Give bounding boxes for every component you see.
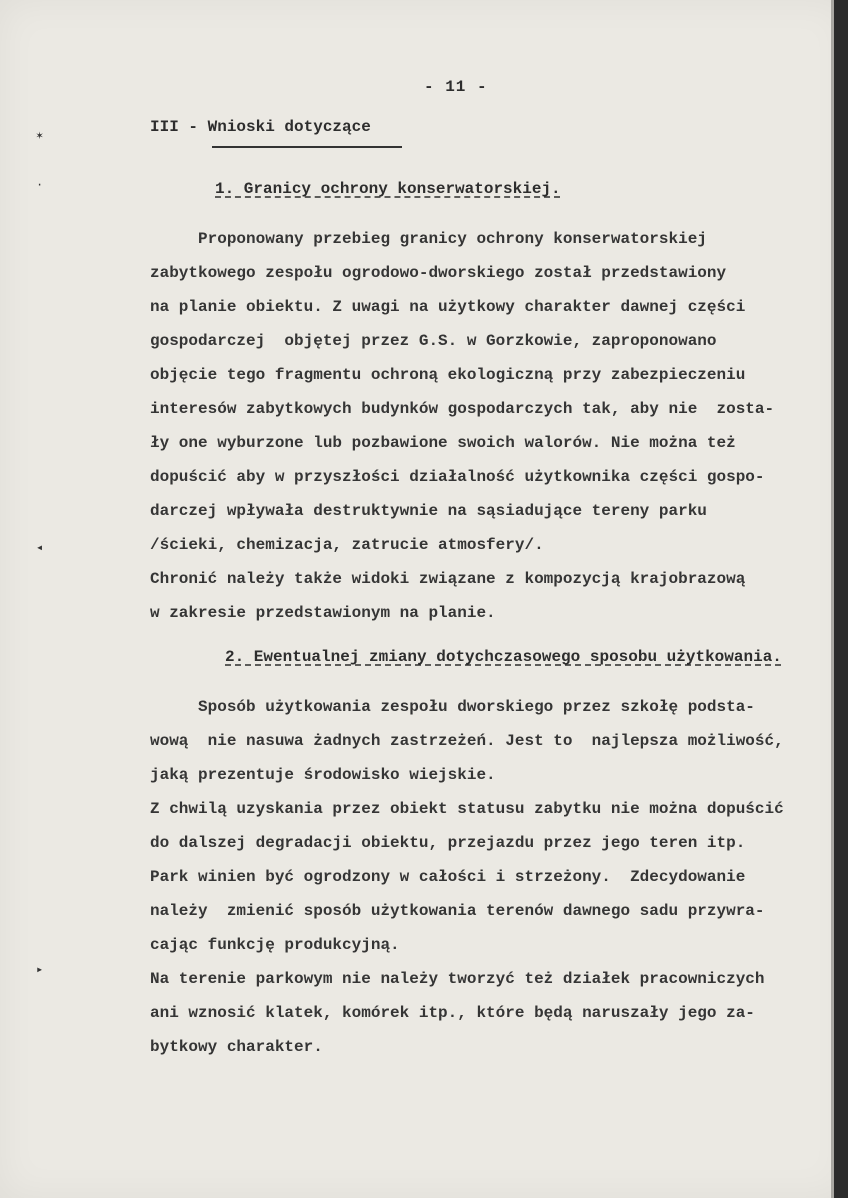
body-line: bytkowy charakter. [150, 1038, 323, 1056]
margin-mark: · [36, 178, 44, 192]
body-line: Proponowany przebieg granicy ochrony konserwatorskiej [150, 230, 707, 248]
section-title: III - Wnioski dotyczące [150, 118, 371, 136]
page-number: - 11 - [424, 78, 488, 96]
subsection-heading-2: 2. Ewentualnej zmiany dotychczasowego sposobu użytkowania. [225, 648, 782, 666]
body-line: zabytkowego zespołu ogrodowo-dworskiego został przedstawiony [150, 264, 727, 282]
subsection-heading-1: 1. Granicy ochrony konserwatorskiej. [215, 180, 561, 198]
body-line: darczej wpływała destruktywnie na sąsiadujące tereny parku [150, 502, 707, 520]
body-line: Park winien być ogrodzony w całości i strzeżony. Zdecydowanie [150, 868, 746, 886]
body-line: na planie obiektu. Z uwagi na użytkowy charakter dawnej części [150, 298, 746, 316]
section-title-underline [212, 146, 402, 148]
margin-mark: ▸ [36, 963, 44, 977]
body-line: ani wznosić klatek, komórek itp., które będą naruszały jego za- [150, 1004, 755, 1022]
body-line: Z chwilą uzyskania przez obiekt statusu zabytku nie można dopuścić [150, 800, 784, 818]
body-line: należy zmienić sposób użytkowania terenów dawnego sadu przywra- [150, 902, 765, 920]
body-line: interesów zabytkowych budynków gospodarczych tak, aby nie zosta- [150, 400, 775, 418]
margin-mark: ◂ [36, 541, 44, 555]
body-line: /ścieki, chemizacja, zatrucie atmosfery/. [150, 536, 544, 554]
margin-mark: ✶ [36, 129, 44, 143]
body-line: jaką prezentuje środowisko wiejskie. [150, 766, 496, 784]
body-line: gospodarczej objętej przez G.S. w Gorzkowie, zaproponowano [150, 332, 717, 350]
body-line: Na terenie parkowym nie należy tworzyć też działek pracowniczych [150, 970, 765, 988]
body-line: Sposób użytkowania zespołu dworskiego przez szkołę podsta- [150, 698, 755, 716]
body-line: Chronić należy także widoki związane z kompozycją krajobrazową [150, 570, 746, 588]
body-line: objęcie tego fragmentu ochroną ekologiczną przy zabezpieczeniu [150, 366, 746, 384]
page-edge [834, 0, 848, 1198]
body-line: cając funkcję produkcyjną. [150, 936, 400, 954]
body-line: wową nie nasuwa żadnych zastrzeżeń. Jest to najlepsza możliwość, [150, 732, 784, 750]
body-line: do dalszej degradacji obiektu, przejazdu przez jego teren itp. [150, 834, 746, 852]
body-line: w zakresie przedstawionym na planie. [150, 604, 496, 622]
body-line: ły one wyburzone lub pozbawione swoich walorów. Nie można też [150, 434, 736, 452]
body-line: dopuścić aby w przyszłości działalność użytkownika części gospo- [150, 468, 765, 486]
